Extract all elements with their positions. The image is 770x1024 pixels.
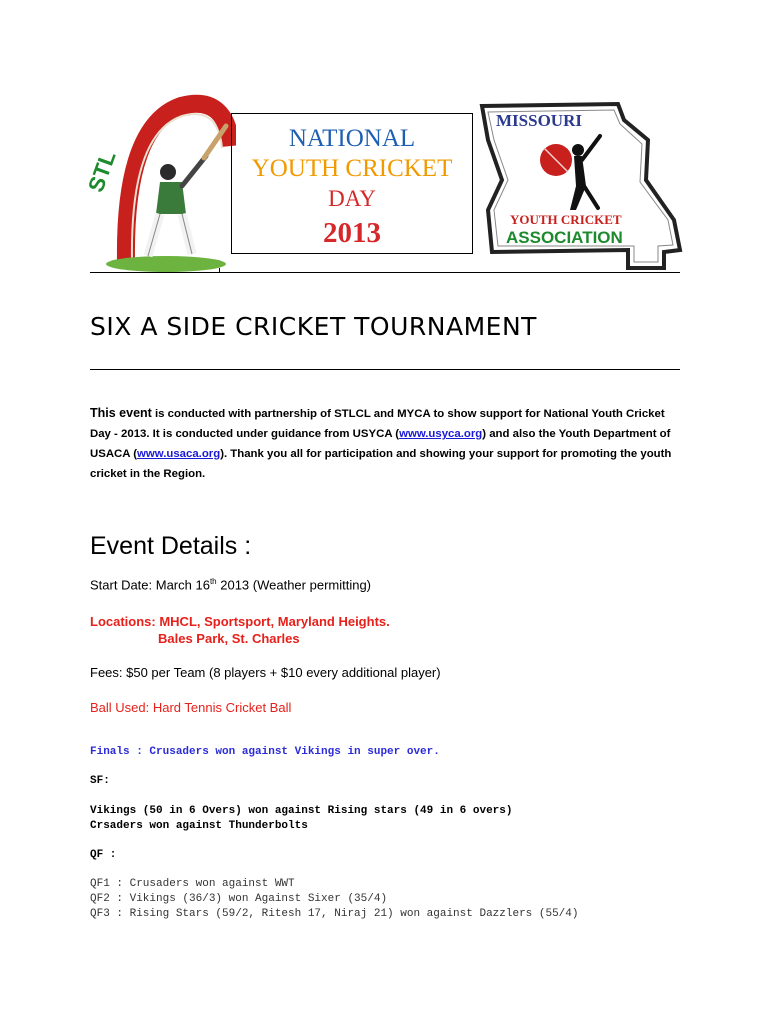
start-date (90, 577, 371, 592)
intro-paragraph (90, 403, 680, 484)
title-youth-cricket: YOUTH CRICKET (251, 155, 453, 182)
youth-cricket-text: YOUTH CRICKET (510, 212, 622, 227)
sf-label: SF: (90, 775, 110, 787)
missouri-youth-cricket-association-logo (478, 100, 685, 272)
event-details-heading: Event Details : (90, 532, 252, 560)
missouri-text: MISSOURI (496, 111, 582, 130)
usaca-link[interactable]: www.usaca.org (137, 448, 221, 460)
title-day: DAY (328, 186, 376, 211)
title-year: 2013 (323, 217, 381, 249)
event-title-box (231, 113, 473, 254)
locations-line-1: Locations: MHCL, Sportsport, Maryland Heights. (90, 614, 390, 629)
start-date-sup: th (209, 577, 217, 586)
start-date-suffix: 2013 (Weather permitting) (216, 577, 372, 593)
fees: Fees: $50 per Team (8 players + $10 every additional player) (90, 665, 441, 680)
stl-cricket-league-logo (86, 86, 236, 276)
tick-mark (219, 268, 220, 273)
qf-result-2: QF2 : Vikings (36/3) won Against Sixer (35/4) (90, 893, 388, 905)
start-date-prefix: Start Date: March 16 (90, 577, 210, 593)
qf-label: QF : (90, 849, 117, 861)
intro-text-a: is conducted with partnership of STLCL and MYCA to show support for National Youth Cricket Day - 2013. It is conducted under guidance from USYCA ( (90, 408, 665, 440)
svg-text:STL: STL (86, 147, 121, 196)
ball-used: Ball Used: Hard Tennis Cricket Ball (90, 700, 292, 715)
heading-divider (90, 369, 680, 370)
qf-result-3: QF3 : Rising Stars (59/2, Ritesh 17, Niraj 21) won against Dazzlers (55/4) (90, 908, 579, 920)
intro-lead: This event (90, 406, 152, 420)
tournament-heading: SIX A SIDE CRICKET TOURNAMENT (90, 312, 537, 341)
qf-result-1: QF1 : Crusaders won against WWT (90, 878, 295, 890)
usyca-link[interactable]: www.usyca.org (399, 428, 483, 440)
title-national: NATIONAL (288, 125, 416, 152)
locations-line-2: Bales Park, St. Charles (158, 631, 300, 646)
sf-result-2: Crsaders won against Thunderbolts (90, 820, 308, 832)
intro-text-b: ) and also the Youth Department of USACA ( (90, 428, 671, 460)
sf-result-1: Vikings (50 in 6 Overs) won against Rising stars (49 in 6 overs) (90, 805, 513, 817)
finals-result: Finals : Crusaders won against Vikings in super over. (90, 746, 440, 758)
header-divider (90, 272, 680, 273)
intro-text-c: ). Thank you all for participation and showing your support for promoting the youth cricket in the Region. (90, 448, 672, 480)
association-text: ASSOCIATION (506, 228, 623, 247)
